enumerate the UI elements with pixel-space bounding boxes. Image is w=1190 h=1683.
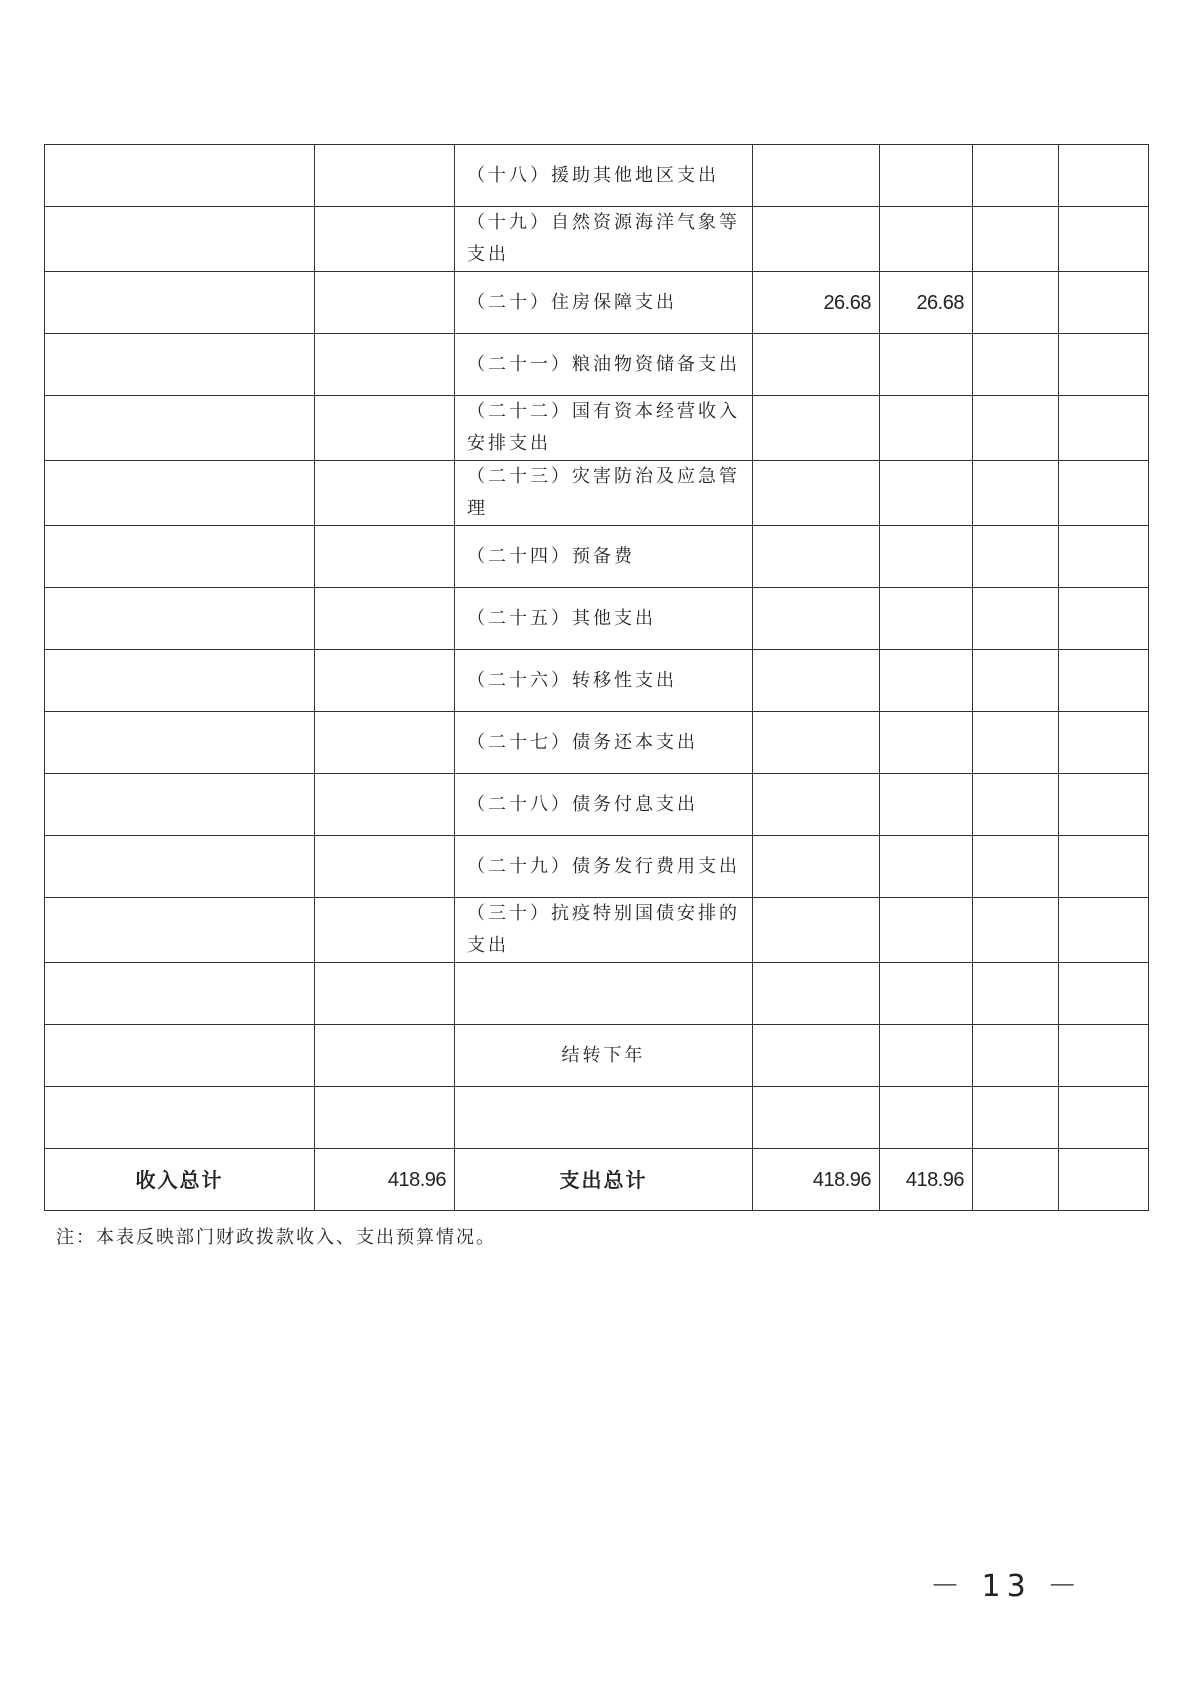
expense-item-cell: （二十一）粮油物资储备支出 xyxy=(455,334,753,396)
expense-item-cell: （二十七）债务还本支出 xyxy=(455,712,753,774)
expense-item-cell xyxy=(455,963,753,1025)
expense-fund-cell xyxy=(973,836,1059,898)
expense-other-total-cell xyxy=(1059,1149,1149,1211)
expense-fund-cell xyxy=(973,526,1059,588)
income-item-cell xyxy=(45,1025,315,1087)
income-item-cell xyxy=(45,526,315,588)
income-amount-cell xyxy=(315,396,455,461)
income-item-cell xyxy=(45,334,315,396)
income-amount-cell xyxy=(315,712,455,774)
table-row xyxy=(45,334,1149,396)
income-amount-cell xyxy=(315,334,455,396)
expense-total-cell xyxy=(753,650,880,712)
expense-general-cell xyxy=(880,963,973,1025)
expense-other-cell xyxy=(1059,396,1149,461)
expense-general-cell: 26.68 xyxy=(880,272,973,334)
income-amount-cell xyxy=(315,145,455,207)
expense-fund-cell xyxy=(973,207,1059,272)
income-amount-cell xyxy=(315,1087,455,1149)
income-amount-cell xyxy=(315,461,455,526)
expense-general-cell xyxy=(880,1087,973,1149)
expense-general-cell xyxy=(880,145,973,207)
expense-fund-cell xyxy=(973,774,1059,836)
expense-item-cell xyxy=(455,1087,753,1149)
expense-total-cell xyxy=(753,1025,880,1087)
expense-general-cell xyxy=(880,650,973,712)
expense-item-cell: （二十六）转移性支出 xyxy=(455,650,753,712)
expense-general-cell xyxy=(880,526,973,588)
expense-total-cell xyxy=(753,712,880,774)
totals-row xyxy=(45,1149,1149,1211)
expense-general-cell xyxy=(880,774,973,836)
expense-fund-cell xyxy=(973,461,1059,526)
expense-fund-cell xyxy=(973,145,1059,207)
expense-item-cell: （二十四）预备费 xyxy=(455,526,753,588)
table-row xyxy=(45,145,1149,207)
expense-total-cell xyxy=(753,207,880,272)
expense-fund-cell xyxy=(973,1087,1059,1149)
expense-total-cell xyxy=(753,836,880,898)
income-amount-cell xyxy=(315,836,455,898)
expense-total-cell xyxy=(753,898,880,963)
income-amount-cell xyxy=(315,650,455,712)
expense-item-cell: （三十）抗疫特别国债安排的支出 xyxy=(455,898,753,963)
expense-fund-total-cell xyxy=(973,1149,1059,1211)
expense-total-cell xyxy=(753,1087,880,1149)
expense-fund-cell xyxy=(973,334,1059,396)
expense-other-cell xyxy=(1059,836,1149,898)
expense-fund-cell xyxy=(973,712,1059,774)
income-item-cell xyxy=(45,145,315,207)
table-row xyxy=(45,774,1149,836)
expense-general-cell xyxy=(880,461,973,526)
expense-item-cell: （二十八）债务付息支出 xyxy=(455,774,753,836)
expense-fund-cell xyxy=(973,272,1059,334)
expense-item-cell: （二十九）债务发行费用支出 xyxy=(455,836,753,898)
expense-general-cell xyxy=(880,207,973,272)
expense-other-cell xyxy=(1059,334,1149,396)
expense-other-cell xyxy=(1059,272,1149,334)
table-row xyxy=(45,461,1149,526)
expense-general-cell xyxy=(880,1025,973,1087)
expense-item-cell: （二十）住房保障支出 xyxy=(455,272,753,334)
page-number: － 13 － xyxy=(930,1569,1084,1604)
expense-other-cell xyxy=(1059,1025,1149,1087)
income-amount-cell xyxy=(315,272,455,334)
table-row xyxy=(45,1025,1149,1087)
expense-other-cell xyxy=(1059,526,1149,588)
expense-item-cell: （二十三）灾害防治及应急管理 xyxy=(455,461,753,526)
table-body xyxy=(45,145,1149,1211)
income-item-cell xyxy=(45,712,315,774)
table-row xyxy=(45,836,1149,898)
income-item-cell xyxy=(45,461,315,526)
expense-general-cell xyxy=(880,712,973,774)
expense-other-cell xyxy=(1059,963,1149,1025)
income-total-label: 收入总计 xyxy=(45,1149,315,1211)
income-item-cell xyxy=(45,836,315,898)
expense-other-cell xyxy=(1059,145,1149,207)
expense-general-cell xyxy=(880,334,973,396)
expense-other-cell xyxy=(1059,1087,1149,1149)
expense-general-total-value: 418.96 xyxy=(880,1149,973,1211)
income-amount-cell xyxy=(315,774,455,836)
income-amount-cell xyxy=(315,207,455,272)
expense-total-cell xyxy=(753,334,880,396)
expense-fund-cell xyxy=(973,396,1059,461)
table-row xyxy=(45,272,1149,334)
expense-other-cell xyxy=(1059,588,1149,650)
table-row xyxy=(45,650,1149,712)
expense-general-cell xyxy=(880,396,973,461)
expense-total-cell xyxy=(753,396,880,461)
table-row xyxy=(45,963,1149,1025)
expense-total-value: 418.96 xyxy=(753,1149,880,1211)
expense-general-cell xyxy=(880,836,973,898)
table-row xyxy=(45,207,1149,272)
expense-fund-cell xyxy=(973,588,1059,650)
table-row xyxy=(45,588,1149,650)
income-amount-cell xyxy=(315,1025,455,1087)
expense-fund-cell xyxy=(973,650,1059,712)
expense-fund-cell xyxy=(973,963,1059,1025)
income-total-value: 418.96 xyxy=(315,1149,455,1211)
expense-general-cell xyxy=(880,898,973,963)
expense-item-cell: （十九）自然资源海洋气象等支出 xyxy=(455,207,753,272)
expense-total-cell xyxy=(753,588,880,650)
expense-other-cell xyxy=(1059,207,1149,272)
table-row xyxy=(45,712,1149,774)
table-row xyxy=(45,1087,1149,1149)
income-amount-cell xyxy=(315,963,455,1025)
expense-general-cell xyxy=(880,588,973,650)
budget-table xyxy=(44,144,1149,1211)
expense-other-cell xyxy=(1059,461,1149,526)
expense-total-cell: 26.68 xyxy=(753,272,880,334)
income-item-cell xyxy=(45,774,315,836)
expense-other-cell xyxy=(1059,898,1149,963)
expense-total-cell xyxy=(753,461,880,526)
expense-item-cell: （二十五）其他支出 xyxy=(455,588,753,650)
income-item-cell xyxy=(45,898,315,963)
expense-total-cell xyxy=(753,963,880,1025)
table-row xyxy=(45,898,1149,963)
table-row xyxy=(45,396,1149,461)
expense-fund-cell xyxy=(973,898,1059,963)
income-item-cell xyxy=(45,272,315,334)
income-item-cell xyxy=(45,963,315,1025)
expense-other-cell xyxy=(1059,712,1149,774)
expense-other-cell xyxy=(1059,650,1149,712)
expense-fund-cell xyxy=(973,1025,1059,1087)
table-row xyxy=(45,526,1149,588)
expense-total-cell xyxy=(753,526,880,588)
income-item-cell xyxy=(45,207,315,272)
income-amount-cell xyxy=(315,588,455,650)
income-item-cell xyxy=(45,650,315,712)
expense-item-cell: （二十二）国有资本经营收入安排支出 xyxy=(455,396,753,461)
income-amount-cell xyxy=(315,526,455,588)
income-amount-cell xyxy=(315,898,455,963)
expense-total-cell xyxy=(753,774,880,836)
income-item-cell xyxy=(45,1087,315,1149)
expense-total-label: 支出总计 xyxy=(455,1149,753,1211)
expense-other-cell xyxy=(1059,774,1149,836)
table-note: 注：本表反映部门财政拨款收入、支出预算情况。 xyxy=(56,1227,496,1248)
expense-item-cell: （十八）援助其他地区支出 xyxy=(455,145,753,207)
income-item-cell xyxy=(45,588,315,650)
expense-total-cell xyxy=(753,145,880,207)
carryover-label: 结转下年 xyxy=(455,1025,753,1087)
income-item-cell xyxy=(45,396,315,461)
